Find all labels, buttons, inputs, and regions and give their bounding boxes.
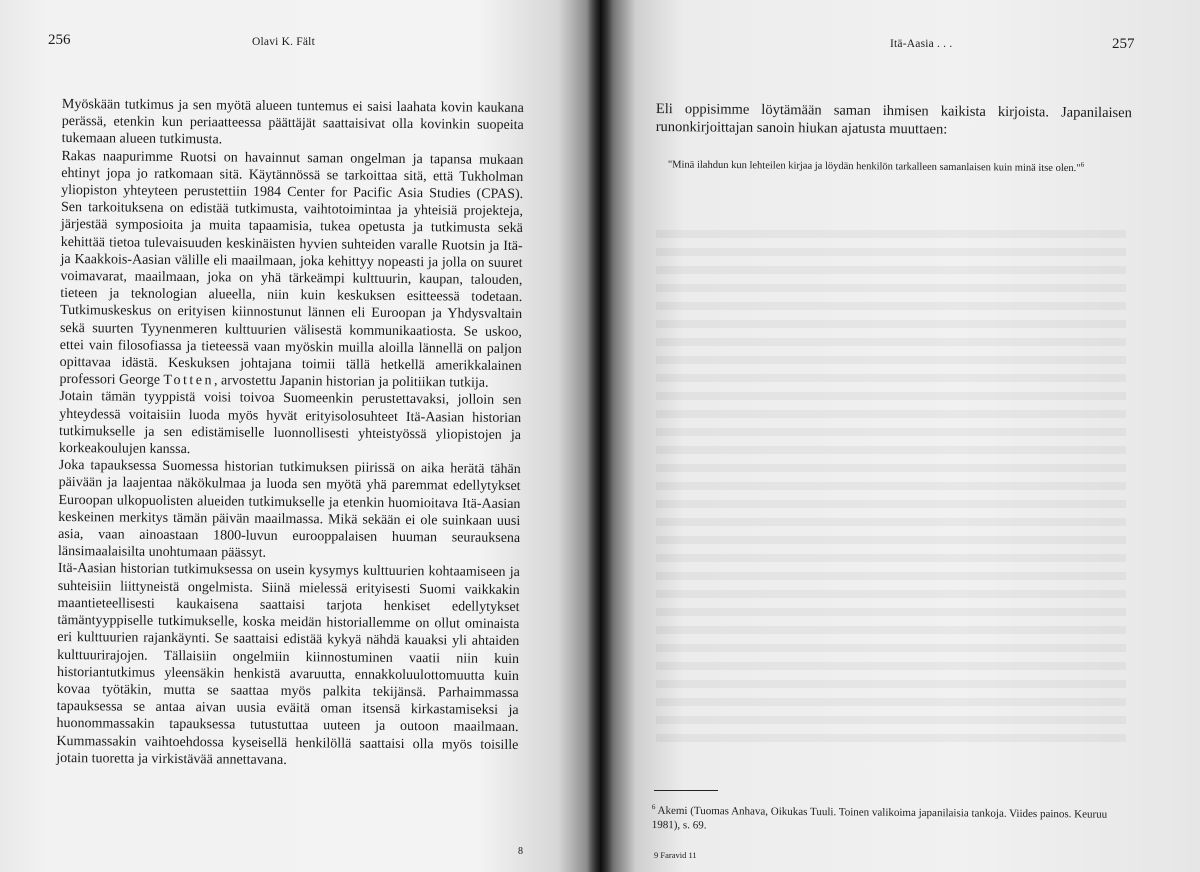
body-text xyxy=(56,96,524,771)
signature-mark: 9 Faravid 11 xyxy=(654,850,697,860)
block-quote: "Minä ilahdun kun lehteilen kirjaa ja löydän henkilön tarkalleen samanlaisen kuin minä itse olen."$^6$ xyxy=(667,159,1085,175)
page-number: 257 xyxy=(1112,36,1135,52)
show-through-text xyxy=(656,230,1126,750)
author-name: Totten xyxy=(163,373,215,389)
running-head: Itä-Aasia . . . xyxy=(890,38,953,50)
footnote-reference: 6 xyxy=(1080,160,1085,169)
paragraph: Itä-Aasian historian tutkimuksessa on usein kysymys kulttuurien kohtaamiseen ja suhteisiin liittyneistä ongelmista. Siinä mielessä erityisesti Suomi vaikkakin maantieteellisesti kaukaisena saattaisi tarjota henkiset edellytykset tämäntyyppiselle tutkimukselle, koska meidän historiallemme on ollut ominaista eri kulttuurien rajankäynti. Se saattaisi edistää kykyä nähdä kauaksi yli ahtaiden kulttuurirajojen. Tällaisiin ongelmiin kiinnostuminen vaatii niin kuin historiantutkimus yleensäkin henkistä avaruutta, ennakkoluulottomuutta kuin kovaa työtäkin, mutta se saattaa myös palkita tekijänsä. Parhaimmassa tapauksessa se antaa aivan uusia eväitä oman itsensä kirkastamiseksi ja huonommassakin tapauksessa tutustuttaa uuteen ja outoon maailmaan. Kummassakin vaihtoehdossa kyseisellä henkilöllä saattaisi olla myös toisille jotain tuoretta ja virkistävää annettavana. xyxy=(56,561,520,768)
body-text xyxy=(656,100,1132,140)
running-head: Olavi K. Fält xyxy=(252,36,315,48)
signature-mark: 8 xyxy=(518,846,523,857)
paragraph: Jotain tämän tyyppistä voisi toivoa Suomeenkin perustettavaksi, jolloin sen yhteydessä voitaisiin luoda myös hyvät erityisolosuhteet Itä-Aasian historian tutkimukselle ja sen edistämiselle luonnollisesti yhteistyössä yliopistojen ja korkeakoulujen kanssa. xyxy=(58,389,522,458)
footnote: $^6$ Akemi (Tuomas Anhava, Oikukas Tuuli. Toinen valikoima japanilaisia tankoja. Viides painos. Keuruu 1981), s. 69. xyxy=(651,802,1108,832)
footnote-rule xyxy=(654,790,718,791)
footnote-marker: 6 xyxy=(651,802,656,812)
page-number: 256 xyxy=(48,32,71,48)
paragraph: Rakas naapurimme Ruotsi on havainnut saman ongelman ja tapansa mukaan ehtinyt jopa jo ratkomaan sitä. Käytännössä se tarkoittaa sitä, että Tukholman yliopiston yhteyteen perustettiin 1984 Center for Pacific Asia Studies (CPAS). Sen tarkoituksena on edistää tutkimusta, vaihtotoimintaa ja yhteisiä projekteja, järjestää symposioita ja muita tapaamisia, tukea opetusta ja tutkimusta sekä kehittää tietoa tulevaisuuden keskinäisten hyvien suhteiden varalle Ruotsin ja Itä- ja Kaakkois-Aasian välille eli maailmaan, joka kehittyy nopeasti ja jolla on suuret voimavarat, maailmaan, joka on yhä tärkeämpi kulttuurin, kaupan, talouden, tieteen ja teknologian alueella, niin kuin keskuksen esitteessä todetaan. Tutkimuskeskus on erityisen kiinnostunut lännen eli Euroopan ja Yhdysvaltain sekä suurten Tyynenmeren kulttuurien välisestä kommunikaatiosta. Se uskoo, ettei vain filosofiassa ja tieteessä vaan myöskin muilla aloilla lännellä on paljon opittavaa idästä. Keskuksen johtajana toimii tällä hetkellä amerikkalainen professori George Totten, arvostettu Japanin historian ja politiikan tutkija. xyxy=(59,148,524,391)
paragraph: Myöskään tutkimus ja sen myötä alueen tuntemus ei saisi laahata kovin kaukana perässä, etenkin kun periaatteessa päättäjät saattaisivat olla kovinkin suopeita tukemaan alueen tutkimusta. xyxy=(61,96,524,148)
paragraph: Joka tapauksessa Suomessa historian tutkimuksen piirissä on aika herätä tähän päivään ja laajentaa näkökulmaa ja luoda sen myötä yhä paremmat edellytykset Euroopan ulkopuolisten alueiden tutkimukselle ja etenkin huomioitava Itä-Aasian keskeinen merkitys tämän päivän maailmassa. Mikä sekään ei ole suinkaan uusi asia, vaan ainoastaan 1800-luvun eurooppalaisen huuman seurauksena länsimaalaisilta unohtumaan päässyt. xyxy=(57,458,521,562)
paragraph: Eli oppisimme löytämään saman ihmisen kaikista kirjoista. Japanilaisen runonkirjoittajan sanoin hiukan ajatusta muuttaen: xyxy=(655,100,1132,138)
